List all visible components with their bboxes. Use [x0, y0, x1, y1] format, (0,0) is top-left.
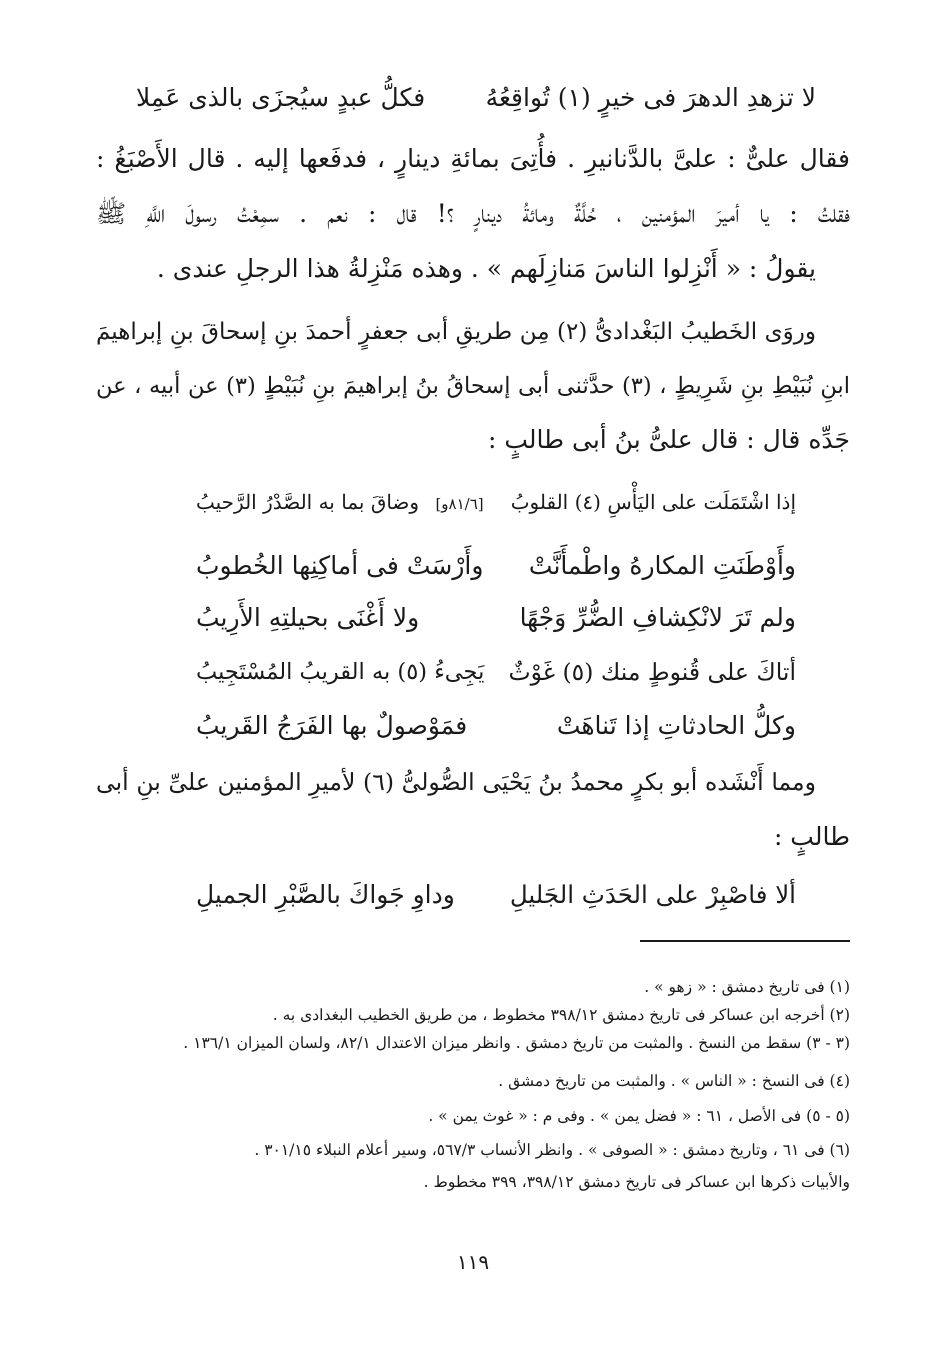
verse-hemistich-right: ولم تَرَ لانْكِشافِ الضُّرِّ وَجْهًا	[519, 603, 796, 632]
verse-hemistich-left: فمَوْصولٌ بها الفَرَجُ القَريبُ	[196, 711, 468, 740]
verse-hemistich-left-wrap	[196, 482, 484, 524]
verse-hemistich-right: وأَوْطَنَتِ المكارهُ واطْمأَنَّتْ	[528, 551, 796, 580]
poem-verse	[196, 652, 796, 692]
verse-hemistich-right: إذا اشْتَمَلَت على اليَأْسِ (٤) القلوبُ	[510, 490, 796, 514]
poem-verse	[196, 482, 796, 522]
paragraph-line: فقلتُ : يا أميرَ المؤمنين ، حُلَّةٌ ومائةُ دينارٍ ؟! قال : نعم . سمِعْتُ رسولَ اللَّهِ ﷺ	[96, 199, 850, 228]
paragraph-line: ابنِ نُبَيْطِ بنِ شَرِيطٍ ، (٣) حدَّثنى أبى إسحاقُ بنُ إبراهيمَ بنِ نُبَيْطٍ (٣) عن أبيه ، عن	[96, 373, 851, 399]
poem-verse	[196, 546, 796, 586]
verse-hemistich-left: فكلُّ عبدٍ سيُجزَى بالذى عَمِلا	[136, 83, 426, 112]
paragraph-line: فقال علىٌّ : علىَّ بالدَّنانيرِ . فأُتِىَ بمائةِ دينارٍ ، فدفَعها إليه . قال الأَصْبَغُ :	[96, 144, 850, 173]
footnote: (٦) فى ٦١ ، وتاريخ دمشق : « الصوفى » . وانظر الأنساب ٥٦٧/٣، وسير أعلام النبلاء ٣٠١/١٥ .	[254, 1141, 850, 1159]
verse-hemistich-left: يَجِىءُ (٥) به القريبُ المُسْتَجِيبُ	[196, 659, 485, 685]
verse-hemistich-left: وداوِ جَواكَ بالصَّبْرِ الجميلِ	[196, 880, 455, 909]
verse-hemistich-right: وكلُّ الحادثاتِ إذا تَناهَتْ	[556, 711, 796, 740]
footnote: (١) فى تاريخ دمشق : « زهو » .	[644, 978, 850, 996]
footnote: والأبيات ذكرها ابن عساكر فى تاريخ دمشق ٣٩٨/١٢، ٣٩٩ مخطوط .	[423, 1173, 850, 1191]
poem-verse	[196, 875, 796, 915]
verse-hemistich-right: أتاكَ على قُنوطٍ منك (٥) غَوْثٌ	[508, 658, 796, 686]
footnote: (٢) أخرجه ابن عساكر فى تاريخ دمشق ٣٩٨/١٢ مخطوط ، من طريق الخطيب البغدادى به .	[272, 1006, 850, 1024]
page-number: ١١٩	[456, 1250, 490, 1274]
paragraph-line: يقولُ : « أَنْزِلوا الناسَ مَنازِلَهم » . وهذه مَنْزِلةُ هذا الرجلِ عندى .	[156, 254, 816, 283]
footnote-separator	[640, 940, 850, 942]
footnote: (٥ - ٥) فى الأصل ، ٦١ : « فضل يمن » . وفى م : « غوث يمن » .	[428, 1107, 850, 1125]
paragraph-line: طالبٍ :	[773, 822, 850, 851]
opening-verse	[136, 78, 816, 118]
poem-verse	[196, 598, 796, 638]
poem-verse	[196, 706, 796, 746]
footnote: (٤) فى النسخ : « الناس » . والمثبت من تاريخ دمشق .	[498, 1072, 850, 1090]
verse-hemistich-left: وضاقَ بما به الصَّدْرُ الرَّحيبُ	[196, 490, 420, 514]
verse-hemistich-right: لا تزهدِ الدهرَ فى خيرٍ (١) تُواقِعُهُ	[485, 83, 816, 112]
verse-hemistich-right: ألا فاصْبِرْ على الحَدَثِ الجَليلِ	[509, 880, 796, 909]
margin-reference: [٨١/٦و]	[435, 495, 484, 513]
verse-hemistich-left: وأَرْسَتْ فى أماكِنِها الخُطوبُ	[196, 551, 484, 580]
paragraph-line: ومما أَنْشَده أبو بكرٍ محمدُ بنُ يَحْيَى الصُّولىُّ (٦) لأميرِ المؤمنين علىِّ بنِ أبى	[96, 768, 816, 796]
verse-hemistich-left: ولا أَغْنَى بحيلتِهِ الأَرِيبُ	[196, 603, 420, 632]
paragraph-line: وروَى الخَطيبُ البَغْدادىُّ (٢) مِن طريقِ أبى جعفرٍ أحمدَ بنِ إسحاقَ بنِ إبراهيمَ	[96, 319, 816, 345]
footnote: (٣ - ٣) سقط من النسخ . والمثبت من تاريخ دمشق . وانظر ميزان الاعتدال ٨٢/١، ولسان الميزان ١٣٦/١ .	[183, 1034, 850, 1052]
paragraph-line: جَدِّه قال : قال علىُّ بنُ أبى طالبٍ :	[488, 425, 850, 454]
